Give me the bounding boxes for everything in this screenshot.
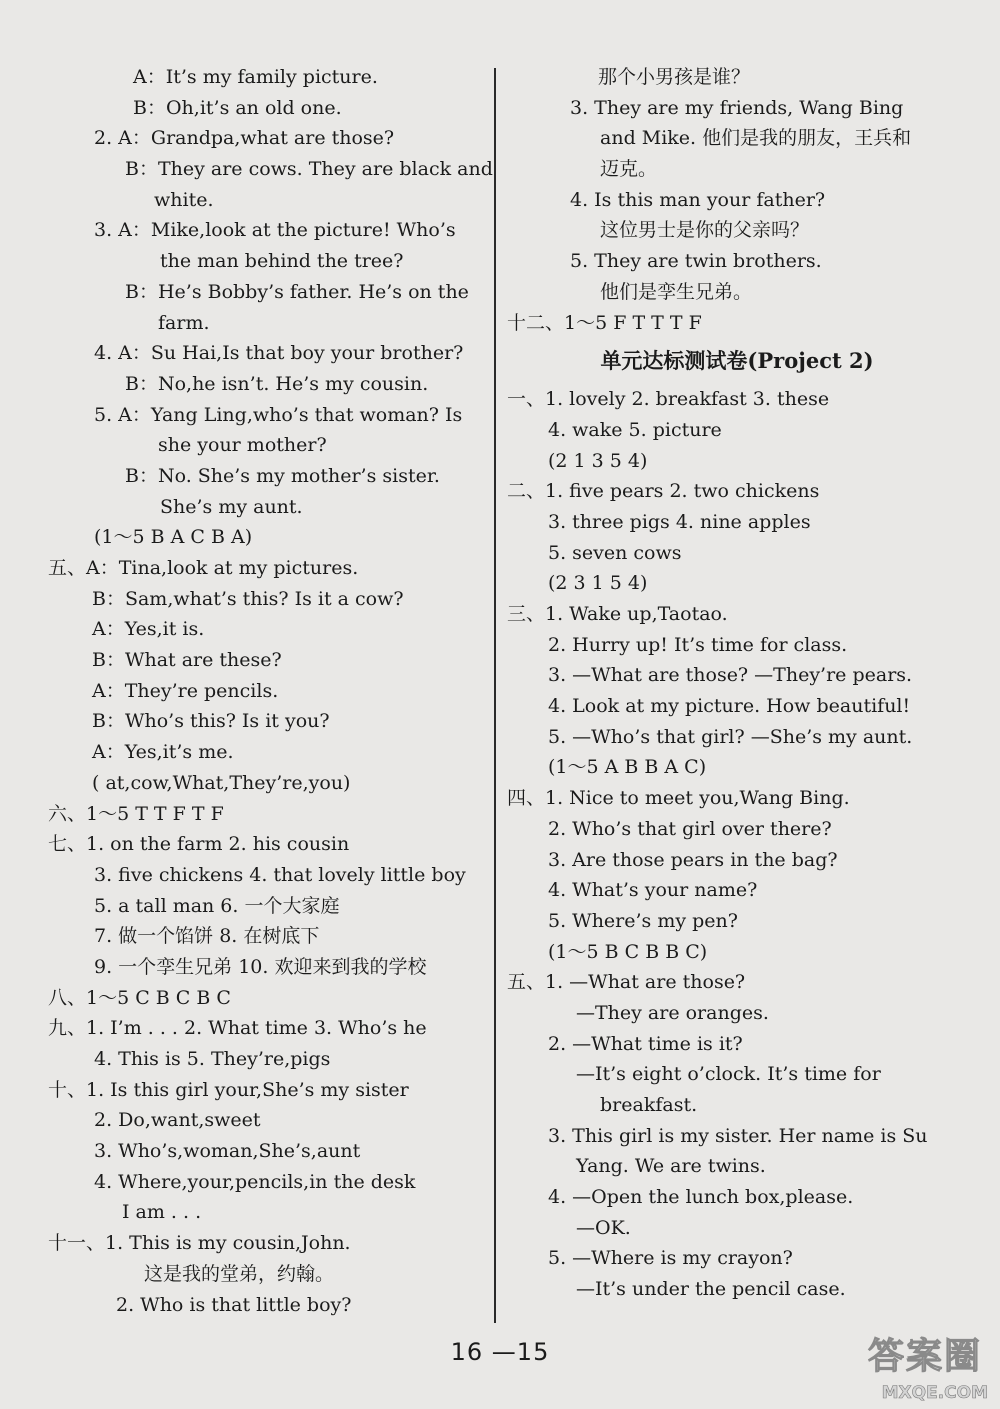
answer-line: (1～5 B C B B C) (548, 940, 708, 963)
answer-line: Yang. We are twins. (576, 1155, 766, 1178)
answer-line: 4. wake 5. picture (548, 418, 722, 441)
answer-line: 2. —What time is it? (548, 1032, 743, 1055)
answer-line: 那个小男孩是谁？ (598, 66, 751, 88)
answer-line: (2 3 1 5 4) (548, 572, 648, 595)
answer-line: 八、1～5 C B C B C (48, 986, 231, 1009)
watermark-bottom: MXQE.COM (881, 1383, 988, 1403)
answer-line: B：What are these? (92, 649, 282, 672)
answer-line: ( at,cow,What,They’re,you) (92, 771, 351, 794)
right-column (507, 62, 947, 1305)
answer-line: A：It’s my family picture. (133, 66, 378, 88)
answer-line: 十、1. Is this girl your,She’s my sister (48, 1078, 409, 1101)
answer-line: A：Yes,it is. (92, 618, 205, 641)
answer-line: —It’s under the pencil case. (576, 1278, 846, 1301)
answer-line: B：He’s Bobby’s father. He’s on the (125, 280, 469, 303)
answer-line: 2. Hurry up! It’s time for class. (548, 633, 848, 656)
answer-line: 5. —Who’s that girl? —She’s my aunt. (548, 725, 913, 748)
watermark-top: 答案圈 (867, 1336, 982, 1377)
answer-line: she your mother? (158, 434, 327, 457)
page-number: 16 —15 (450, 1338, 550, 1366)
answer-line: 2. A：Grandpa,what are those? (94, 127, 395, 150)
answer-line: 5. They are twin brothers. (570, 250, 822, 273)
answer-line: 4. Look at my picture. How beautiful! (548, 695, 911, 718)
answer-line: (2 1 3 5 4) (548, 449, 648, 472)
answer-line: white. (154, 188, 214, 211)
answer-line: 二、1. five pears 2. two chickens (507, 480, 820, 503)
answer-line: —OK. (576, 1216, 631, 1239)
answer-line: 他们是孪生兄弟。 (600, 280, 753, 303)
answer-line: 4. Is this man your father? (570, 188, 826, 211)
answer-line: the man behind the tree? (160, 250, 404, 273)
answer-line: 十一、1. This is my cousin,John. (48, 1232, 351, 1255)
answer-line: 4. This is 5. They’re,pigs (94, 1048, 331, 1070)
answer-line: B：No. She’s my mother’s sister. (125, 464, 440, 487)
answer-line: 七、1. on the farm 2. his cousin (48, 833, 350, 856)
answer-line: and Mike. 他们是我的朋友，王兵和 (600, 127, 912, 150)
answer-line: 3. They are my friends, Wang Bing (570, 96, 904, 119)
watermark-logo (842, 1328, 992, 1403)
answer-line: 7. 做一个馅饼 8. 在树底下 (94, 925, 320, 948)
answer-line: 这位男士是你的父亲吗？ (600, 219, 810, 242)
answer-line: 3. three pigs 4. nine apples (548, 510, 811, 533)
answer-line: She’s my aunt. (160, 495, 303, 518)
answer-line: 六、1～5 T T F T F (48, 802, 224, 825)
answer-line: B：They are cows. They are black and (125, 158, 493, 181)
answer-line: A：They’re pencils. (92, 679, 279, 702)
answer-line: 3. five chickens 4. that lovely little boy (94, 863, 466, 886)
answer-line: 5. A：Yang Ling,who’s that woman? Is (94, 403, 463, 426)
answer-line: 2. Do,want,sweet (94, 1109, 261, 1132)
answer-line: 3. —What are those? —They’re pears. (548, 664, 913, 687)
answer-line: 5. a tall man 6. 一个大家庭 (94, 894, 340, 917)
answer-line: B：Sam,what’s this? Is it a cow? (92, 587, 404, 610)
answer-line: 5. seven cows (548, 541, 682, 564)
answer-line: farm. (158, 311, 210, 334)
left-column (48, 62, 493, 1320)
answer-line: 5. Where’s my pen? (548, 909, 738, 932)
answer-line: 3. Who’s,woman,She’s,aunt (94, 1140, 361, 1163)
answer-line: 五、A：Tina,look at my pictures. (48, 557, 359, 579)
answer-line: 五、1. —What are those? (507, 971, 746, 994)
answer-line: (1～5 B A C B A) (94, 526, 253, 549)
answer-line: 十二、1～5 F T T T F (507, 311, 702, 334)
answer-line: (1～5 A B B A C) (548, 756, 707, 779)
answer-line: I am . . . (122, 1201, 202, 1224)
answer-line: 九、1. I’m . . . 2. What time 3. Who’s he (48, 1017, 427, 1040)
answer-line: 4. A：Su Hai,Is that boy your brother? (94, 342, 464, 365)
answer-line: 这是我的堂弟，约翰。 (144, 1262, 335, 1285)
answer-line: 3. A：Mike,look at the picture! Who’s (94, 219, 456, 242)
answer-line: breakfast. (600, 1094, 698, 1116)
answer-line: 四、1. Nice to meet you,Wang Bing. (507, 787, 850, 810)
answer-line: 3. This girl is my sister. Her name is Su (548, 1124, 928, 1147)
answer-line: —It’s eight o’clock. It’s time for (576, 1063, 881, 1086)
answer-line: B：No,he isn’t. He’s my cousin. (125, 372, 429, 395)
answer-line: 2. Who’s that girl over there? (548, 817, 832, 840)
answer-line: A：Yes,it’s me. (92, 741, 234, 764)
answer-line: 4. —Open the lunch box,please. (548, 1186, 854, 1209)
answer-line: 2. Who is that little boy? (116, 1293, 352, 1316)
answer-line: 9. 一个孪生兄弟 10. 欢迎来到我的学校 (94, 955, 427, 978)
answer-line: 4. Where,your,pencils,in the desk (94, 1170, 416, 1193)
answer-line: 4. What’s your name? (548, 879, 758, 902)
answer-line: —They are oranges. (576, 1001, 769, 1024)
answer-line: 三、1. Wake up,Taotao. (507, 603, 728, 625)
answer-line: B：Who’s this? Is it you? (92, 710, 330, 733)
section-heading: 单元达标测试卷(Project 2) (600, 348, 874, 374)
column-divider (494, 68, 496, 1323)
answer-line: B：Oh,it’s an old one. (133, 96, 342, 119)
answer-line: 3. Are those pears in the bag? (548, 848, 838, 871)
answer-line: 迈克。 (600, 158, 658, 181)
answer-line: 一、1. lovely 2. breakfast 3. these (507, 388, 830, 411)
answer-line: 5. —Where is my crayon? (548, 1247, 793, 1270)
